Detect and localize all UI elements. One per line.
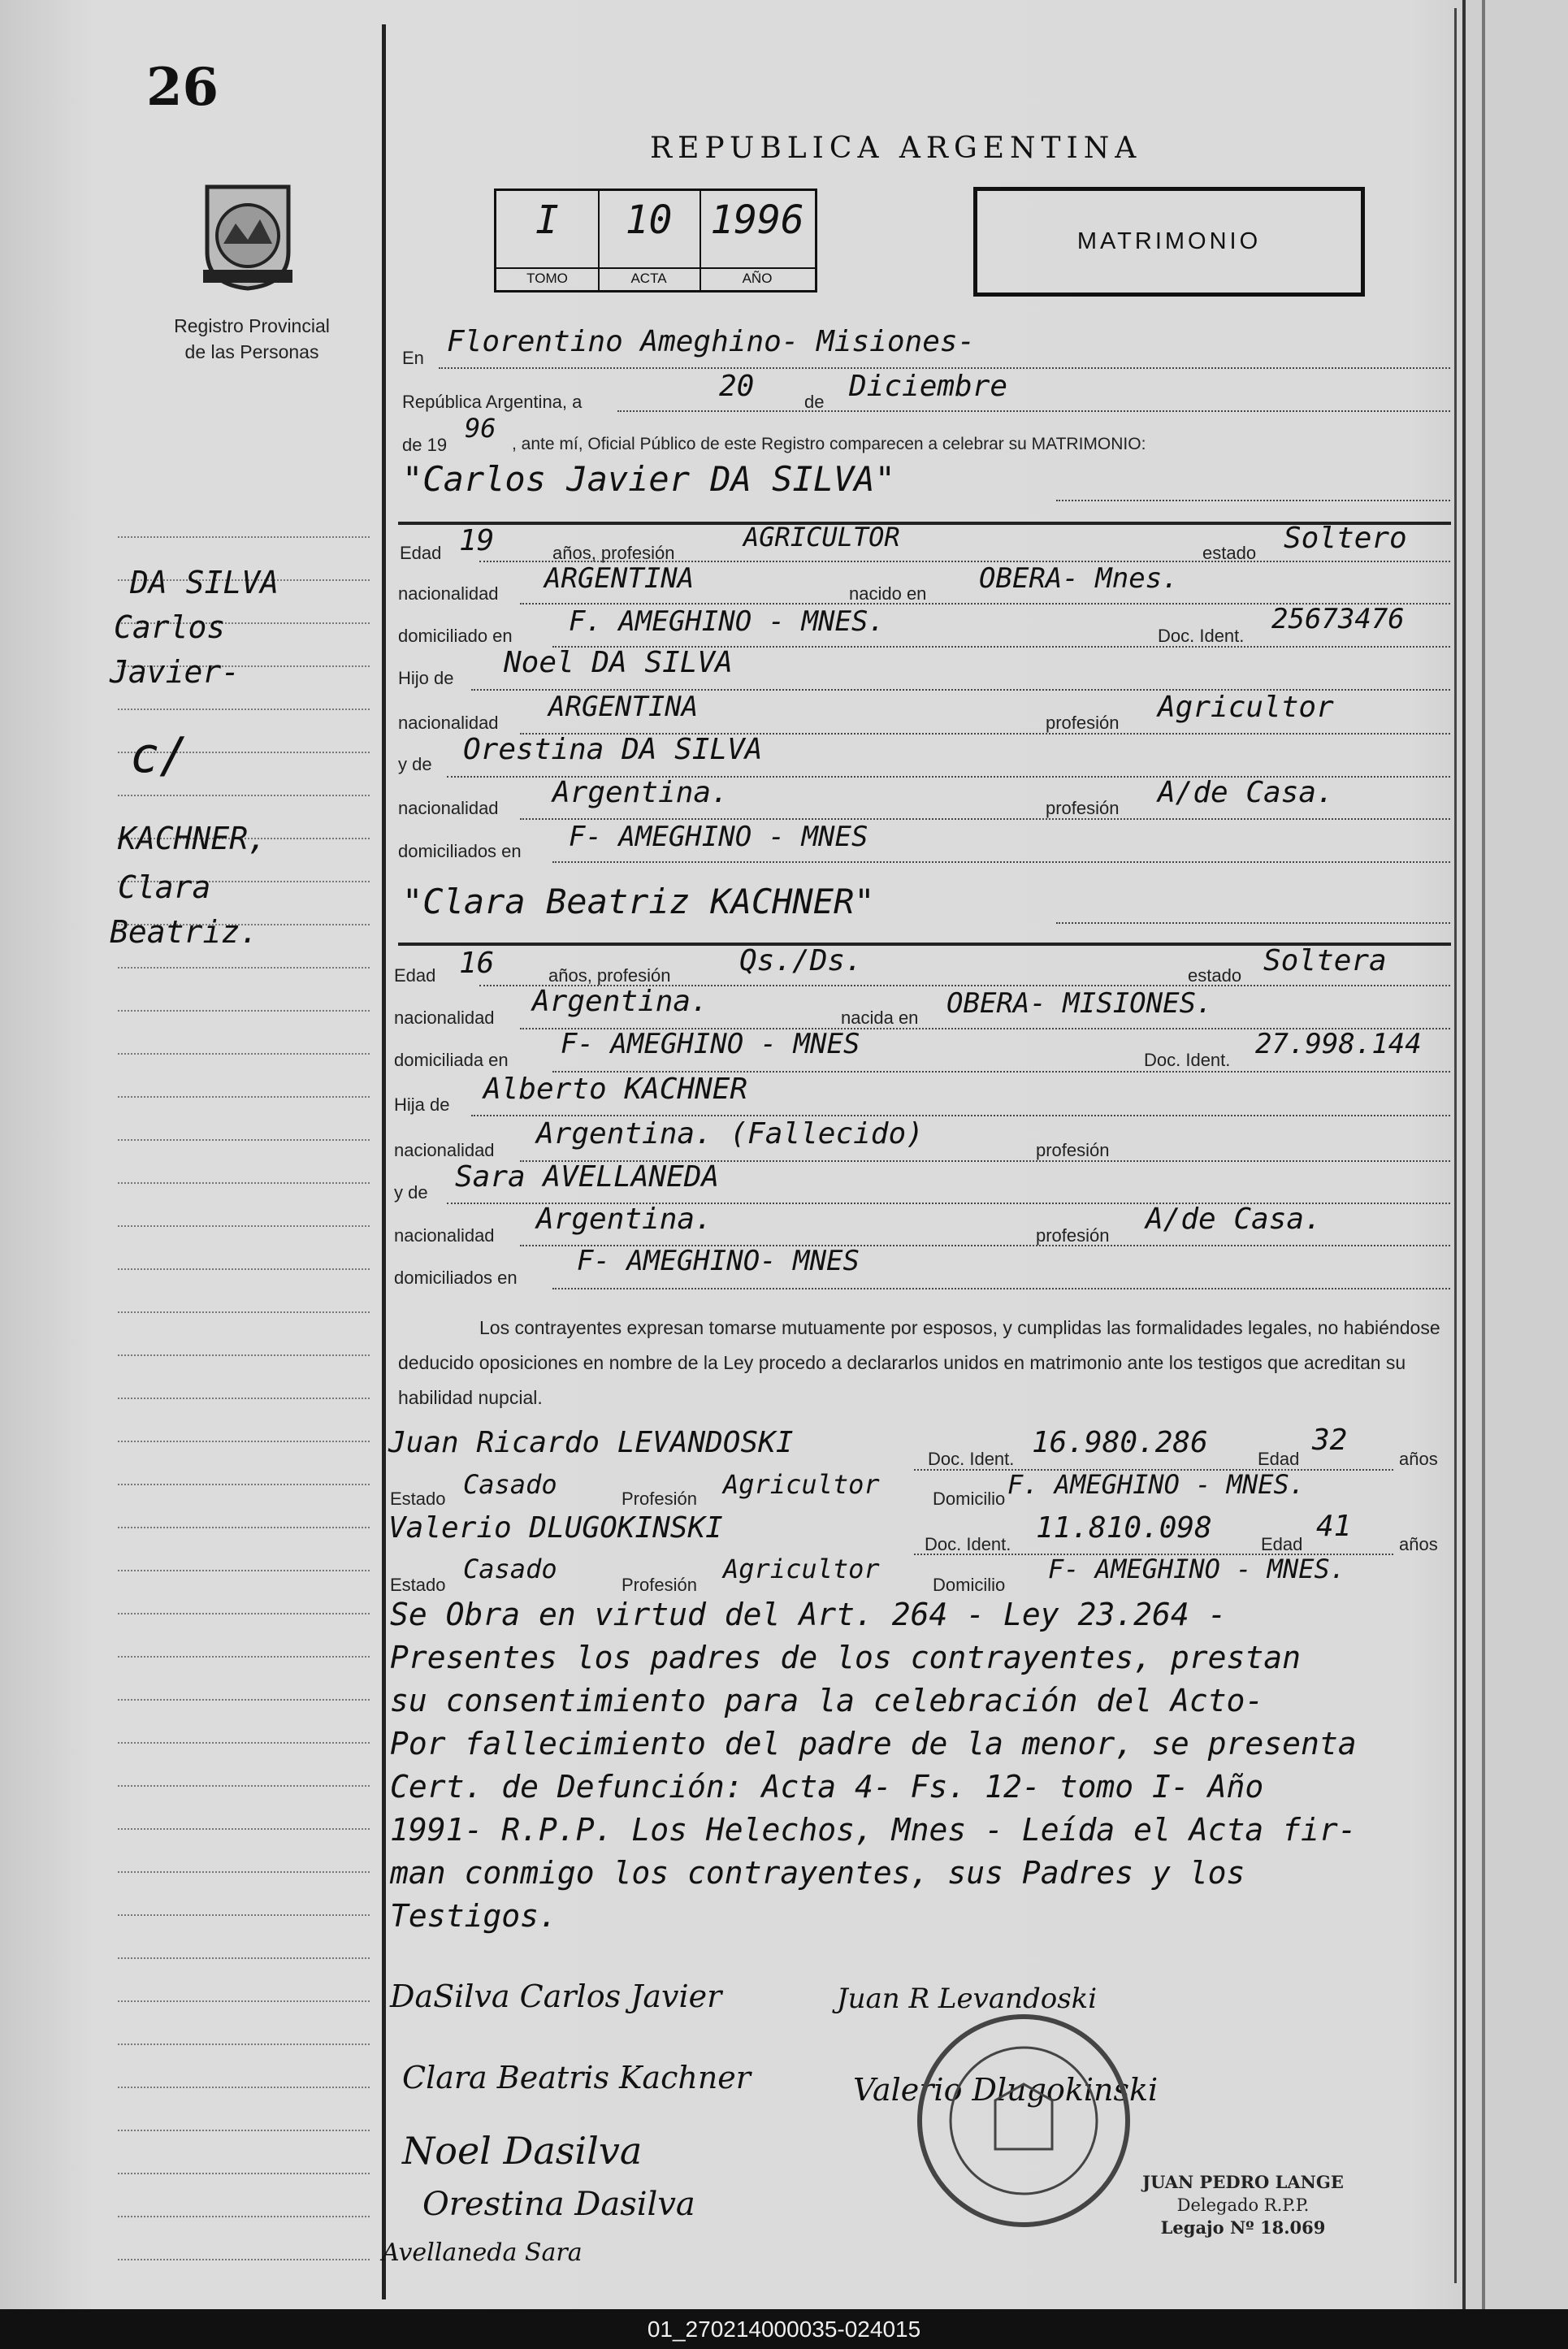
witness1-edad-label: Edad — [1258, 1449, 1300, 1469]
witness2-edad: 41 — [1316, 1510, 1352, 1543]
note-line: Cert. de Defunción: Acta 4- Fs. 12- tomo I- Año — [390, 1769, 1264, 1805]
witness1-doc: 16.980.286 — [1032, 1426, 1208, 1459]
margin-dotted-line — [118, 1742, 370, 1744]
dotted-line — [1056, 922, 1450, 924]
bride-domicilio: F- AMEGHINO - MNES — [561, 1028, 860, 1060]
groom-estado-label: estado — [1202, 543, 1257, 563]
groom-padre-nac-label: nacionalidad — [398, 713, 499, 733]
tomo-value: I — [535, 197, 559, 243]
bride-madre-nac: Argentina. — [536, 1203, 713, 1236]
groom-name: "Carlos Javier DA SILVA" — [402, 459, 895, 499]
acta-label: ACTA — [598, 267, 700, 287]
bride-nac-label: nacionalidad — [394, 1008, 495, 1028]
witness2-estado: Casado — [463, 1554, 557, 1584]
dotted-line — [1056, 500, 1450, 501]
de-label: de — [804, 392, 825, 412]
bride-padre-nac-label: nacionalidad — [394, 1140, 495, 1160]
bride-madre-prof-label: profesión — [1036, 1225, 1110, 1246]
bride-madre: Sara AVELLANEDA — [455, 1160, 720, 1194]
groom-nacido-label: nacido en — [849, 583, 927, 604]
groom-domicilio: F. AMEGHINO - MNES. — [569, 605, 885, 638]
margin-dotted-line — [118, 1053, 370, 1055]
bride-padre: Alberto KACHNER — [483, 1073, 748, 1106]
margin-dotted-line — [118, 967, 370, 969]
witness1-domicilio: F. AMEGHINO - MNES. — [1007, 1469, 1306, 1500]
en-label: En — [402, 348, 424, 368]
margin-dotted-line — [118, 1914, 370, 1916]
day-value: 20 — [719, 370, 755, 403]
month-value: Diciembre — [849, 370, 1008, 403]
bride-estado-label: estado — [1188, 965, 1242, 986]
witness2-estado-label: Estado — [390, 1575, 446, 1595]
groom-edad: 19 — [459, 524, 495, 557]
dotted-line — [552, 1288, 1450, 1289]
groom-doms-label: domiciliados en — [398, 841, 522, 861]
margin-rule — [382, 24, 386, 2299]
bride-padres-dom: F- AMEGHINO- MNES — [577, 1245, 860, 1277]
tomo-cell — [496, 191, 600, 290]
signature-groom: DaSilva Carlos Javier — [390, 1978, 722, 2014]
official-stamp-icon — [910, 2007, 1137, 2234]
signature-bride: Clara Beatris Kachner — [402, 2060, 751, 2095]
witness1-estado: Casado — [463, 1469, 557, 1500]
groom-madre-prof-label: profesión — [1046, 798, 1120, 818]
witness2-edad-label: Edad — [1261, 1534, 1303, 1554]
page-number: 26 — [146, 57, 219, 118]
margin-dotted-line — [118, 2130, 370, 2131]
margin-dotted-line — [118, 1570, 370, 1571]
matrimonio-box: MATRIMONIO — [973, 187, 1365, 297]
groom-madre-prof: A/de Casa. — [1158, 776, 1334, 809]
margin-dotted-line — [118, 1957, 370, 1959]
bride-doms-label: domiciliados en — [394, 1268, 518, 1288]
dotted-line — [552, 861, 1450, 863]
witness2-name: Valerio DLUGOKINSKI — [388, 1511, 723, 1545]
margin-dotted-line — [118, 1613, 370, 1614]
groom-doc: 25673476 — [1271, 603, 1405, 635]
bride-nacionalidad: Argentina. — [532, 985, 708, 1018]
binding-strip — [1462, 0, 1568, 2309]
margin-bride-first: Clara — [118, 869, 211, 905]
groom-padres-dom: F- AMEGHINO - MNES — [569, 821, 868, 853]
bride-yde-label: y de — [394, 1182, 428, 1203]
bride-dom-label: domiciliada en — [394, 1050, 509, 1070]
witness1-name: Juan Ricardo LEVANDOSKI — [388, 1426, 794, 1459]
acta-cell — [598, 191, 701, 290]
declaration-text — [398, 1311, 1450, 1415]
witness2-profesion: Agricultor — [723, 1554, 880, 1584]
margin-dotted-line — [118, 1398, 370, 1399]
acta-value: 10 — [625, 197, 673, 243]
witness2-anos-label: años — [1399, 1534, 1438, 1554]
margin-dotted-line — [118, 1139, 370, 1141]
tomo-label: TOMO — [496, 267, 598, 287]
registry-label — [130, 313, 374, 365]
groom-madre-nac-label: nacionalidad — [398, 798, 499, 818]
witness2-prof-label: Profesión — [622, 1575, 697, 1595]
dotted-line — [439, 367, 1450, 369]
witness1-estado-label: Estado — [390, 1489, 446, 1509]
signature-father: Noel Dasilva — [402, 2129, 643, 2173]
margin-dotted-line — [118, 1354, 370, 1356]
signature-witness2: Valerio Dlugokinski — [853, 2072, 1159, 2108]
bride-padre-prof-label: profesión — [1036, 1140, 1110, 1160]
dotted-line — [471, 1115, 1450, 1116]
witness2-doc-label: Doc. Ident. — [925, 1534, 1011, 1554]
margin-first: Carlos — [114, 609, 226, 645]
bride-prof-label: años, profesión — [548, 965, 671, 986]
signature-witness1: Juan R Levandoski — [837, 1983, 1098, 2015]
registry-line2: de las Personas — [184, 341, 319, 362]
bride-nacida: OBERA- MISIONES. — [946, 987, 1213, 1020]
intro-text: , ante mí, Oficial Público de este Registro comparecen a celebrar su MATRIMONIO: — [512, 435, 1146, 453]
margin-bride-surname: KACHNER, — [118, 821, 267, 856]
groom-estado: Soltero — [1284, 522, 1407, 555]
witness2-dom-label: Domicilio — [933, 1575, 1006, 1595]
witness1-profesion: Agricultor — [723, 1469, 880, 1500]
witness2-domicilio: F- AMEGHINO - MNES. — [1048, 1554, 1346, 1584]
margin-middle: Javier- — [110, 654, 240, 690]
margin-dotted-line — [118, 1699, 370, 1701]
delegado-role: Delegado R.P.P. — [1176, 2195, 1310, 2215]
province-seal-icon — [195, 179, 301, 293]
right-rule — [1454, 8, 1457, 2283]
signature-bride-mother: Avellaneda Sara — [382, 2238, 583, 2267]
groom-padre-nac: ARGENTINA — [548, 691, 699, 723]
margin-dotted-line — [118, 2000, 370, 2002]
delegado-stamp — [1137, 2171, 1349, 2239]
groom-nac-label: nacionalidad — [398, 583, 499, 604]
groom-prof-label: años, profesión — [552, 543, 675, 563]
margin-dotted-line — [118, 1785, 370, 1787]
margin-surname: DA SILVA — [130, 565, 279, 600]
bride-madre-prof: A/de Casa. — [1146, 1203, 1322, 1236]
image-id-footer: 01_270214000035-024015 — [0, 2309, 1568, 2349]
margin-dotted-line — [118, 2173, 370, 2174]
note-line: 1991- R.P.P. Los Helechos, Mnes - Leída el Acta fir- — [390, 1812, 1357, 1848]
margin-dotted-line — [118, 1656, 370, 1658]
margin-dotted-line — [118, 1311, 370, 1313]
republica-label: República Argentina, a — [402, 392, 583, 412]
groom-padre-prof: Agricultor — [1158, 691, 1334, 724]
bride-padre-nac: Argentina. (Fallecido) — [536, 1117, 924, 1151]
margin-dotted-line — [118, 1871, 370, 1873]
margin-dotted-line — [118, 2087, 370, 2088]
delegado-legajo: Legajo Nº 18.069 — [1160, 2217, 1326, 2238]
note-line: Se Obra en virtud del Art. 264 - Ley 23.264 - — [390, 1597, 1227, 1632]
note-line: su consentimiento para la celebración del Acto- — [390, 1683, 1264, 1718]
margin-dotted-line — [118, 1225, 370, 1227]
registry-line1: Registro Provincial — [174, 315, 330, 336]
bride-estado: Soltera — [1263, 944, 1387, 977]
margin-dotted-line — [118, 1484, 370, 1485]
note-line: Por fallecimiento del padre de la menor, se presenta — [390, 1726, 1357, 1762]
witness1-doc-label: Doc. Ident. — [928, 1449, 1015, 1469]
margin-dotted-line — [118, 1828, 370, 1830]
margin-dotted-line — [118, 1268, 370, 1270]
margin-dotted-line — [118, 1096, 370, 1098]
reference-box — [494, 189, 817, 293]
margin-dotted-line — [118, 1527, 370, 1528]
witness1-dom-label: Domicilio — [933, 1489, 1006, 1509]
margin-bride-middle: Beatriz. — [110, 914, 259, 950]
groom-nacido: OBERA- Mnes. — [979, 562, 1179, 595]
bride-edad: 16 — [459, 947, 495, 980]
bride-nacida-label: nacida en — [841, 1008, 919, 1028]
ano-cell — [700, 191, 815, 290]
margin-dotted-line — [118, 536, 370, 538]
margin-dotted-line — [118, 2259, 370, 2260]
bride-edad-label: Edad — [394, 965, 436, 986]
margin-dotted-line — [118, 709, 370, 710]
note-line: Presentes los padres de los contrayentes, prestan — [390, 1640, 1302, 1675]
groom-doc-label: Doc. Ident. — [1158, 626, 1245, 646]
margin-dotted-line — [118, 2216, 370, 2217]
margin-dotted-line — [118, 1182, 370, 1184]
groom-yde-label: y de — [398, 754, 432, 774]
dotted-line — [617, 410, 1450, 412]
groom-profesion: AGRICULTOR — [743, 522, 900, 553]
place-value: Florentino Ameghino- Misiones- — [447, 325, 976, 358]
bride-doc-label: Doc. Ident. — [1144, 1050, 1231, 1070]
groom-madre-nac: Argentina. — [552, 776, 729, 809]
note-line: Testigos. — [390, 1898, 557, 1934]
witness2-doc: 11.810.098 — [1036, 1511, 1212, 1545]
bride-name: "Clara Beatriz KACHNER" — [402, 882, 875, 921]
document-title: REPUBLICA ARGENTINA — [650, 132, 1142, 165]
ano-label: AÑO — [700, 267, 815, 287]
groom-dom-label: domiciliado en — [398, 626, 513, 646]
margin-dotted-line — [118, 2043, 370, 2045]
declaration-paragraph: Los contrayentes expresan tomarse mutuamente por esposos, y cumplidas las formalidades legales, no habiéndose deducido oposiciones en nombre de la Ley procedo a declararlos unidos en matrimonio ante los testigos que acreditan su habilidad nupcial. — [398, 1317, 1440, 1408]
year-value: 96 — [465, 413, 496, 444]
margin-dotted-line — [118, 1010, 370, 1012]
groom-edad-label: Edad — [400, 543, 442, 563]
margin-con: c/ — [130, 727, 189, 784]
witness1-edad: 32 — [1312, 1424, 1348, 1457]
dotted-line — [520, 818, 1450, 820]
groom-nacionalidad: ARGENTINA — [544, 562, 695, 595]
delegado-name: JUAN PEDRO LANGE — [1142, 2172, 1344, 2192]
bride-hija-label: Hija de — [394, 1094, 450, 1115]
signature-mother: Orestina Dasilva — [422, 2186, 695, 2223]
ano-value: 1996 — [710, 197, 804, 243]
note-line: man conmigo los contrayentes, sus Padres y los — [390, 1855, 1245, 1891]
witness1-prof-label: Profesión — [622, 1489, 697, 1509]
bride-doc: 27.998.144 — [1255, 1028, 1422, 1060]
bride-profesion: Qs./Ds. — [739, 944, 863, 977]
witness1-anos-label: años — [1399, 1449, 1438, 1469]
margin-dotted-line — [118, 795, 370, 796]
groom-madre: Orestina DA SILVA — [463, 733, 763, 766]
bride-madre-nac-label: nacionalidad — [394, 1225, 495, 1246]
year-label: de 19 — [402, 435, 448, 455]
margin-dotted-line — [118, 1441, 370, 1442]
groom-padre-prof-label: profesión — [1046, 713, 1120, 733]
groom-hijo-label: Hijo de — [398, 668, 454, 688]
groom-padre: Noel DA SILVA — [504, 646, 733, 679]
